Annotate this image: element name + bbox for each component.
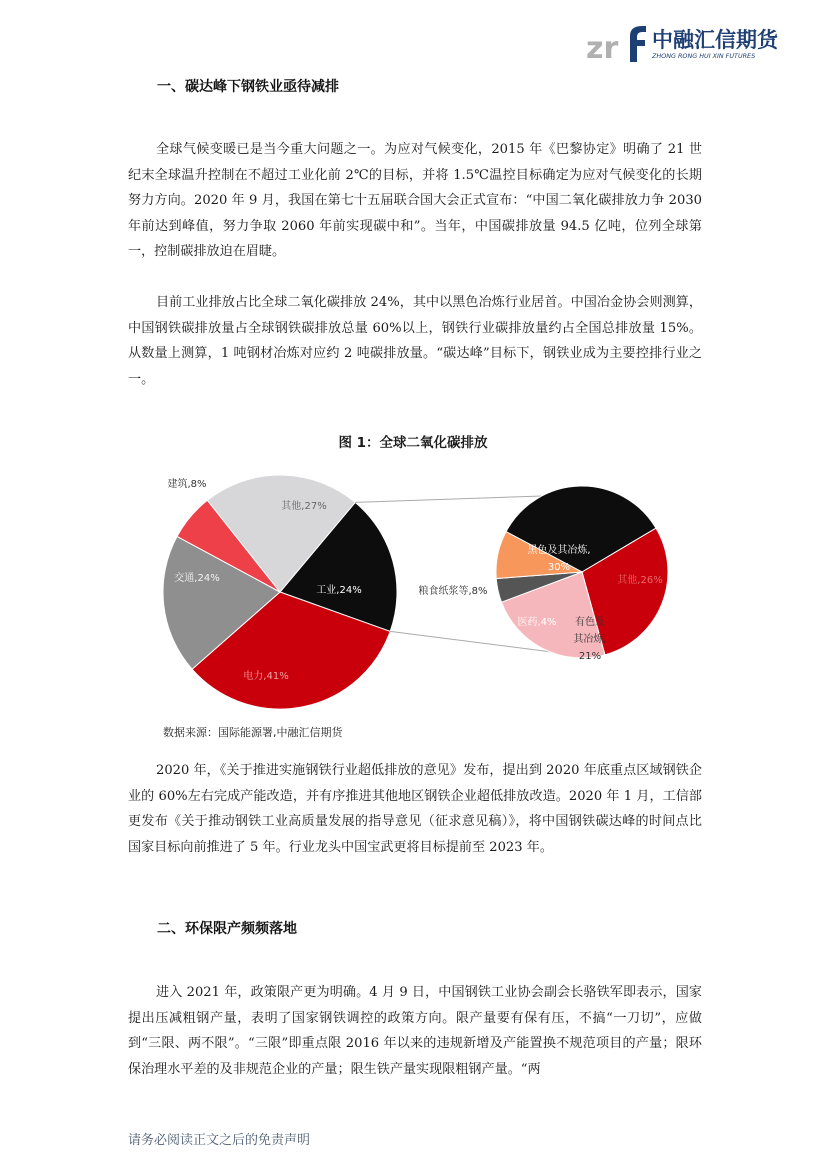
section1-paragraph-1: 全球气候变暖已是当今重大问题之一。为应对气候变化，2015 年《巴黎协定》明确了 21 世纪末全球温升控制在不超过工业化前 2℃的目标，并将 1.5℃温控目标确定为应对气候变化的长期努力方向。2020 年 9 月，我国在第七十五届联合国大会正式宣布：“中国二氧化碳排放力争 2030 年前达到峰值，努力争取 2060 年前实现碳中和”。当年，中国碳排放量 94.5 亿吨，位列全球第一，控制碳排放迫在眉睫。 xyxy=(128,142,702,259)
section1-heading: 一、碳达峰下钢铁业亟待减排 xyxy=(157,79,339,95)
pie-label-nonferrous-line-1: 其冶炼, xyxy=(573,634,607,645)
pie-label-2: 交通,24% xyxy=(174,573,220,584)
section1-paragraph-3: 2020 年，《关于推进实施钢铁行业超低排放的意见》发布，提出到 2020 年底重点区域钢铁企业的 60%左右完成产能改造，并有序推进其他地区钢铁企业超低排放改造。2020 年 1 月，工信部更发布《关于推动钢铁工业高质量发展的指导意见（征求意见稿）》，将中国钢铁碳达峰的时间点比国家目标向前推进了 5 年。行业龙头中国宝武更将目标提前至 2023 年。 xyxy=(128,763,702,855)
pie-label-7: 粮食纸浆等,8% xyxy=(418,586,488,597)
breakdown-pie xyxy=(496,486,668,658)
pie-label-4: 其他,27% xyxy=(281,501,327,512)
figure-source: 数据来源：国际能源署,中融汇信期货 xyxy=(163,726,343,739)
svg-text:zr: zr xyxy=(586,31,619,64)
co2-emission-pie-chart xyxy=(150,460,680,715)
pie-label-nonferrous-line-0: 有色及 xyxy=(575,617,605,628)
logo-chinese-name: 中融汇信期货 xyxy=(652,28,778,52)
company-logo xyxy=(586,22,786,64)
figure-title: 图 1：全球二氧化碳排放 xyxy=(338,435,488,451)
pie-label-ferrous-line-0: 黑色及其冶炼, xyxy=(527,545,591,556)
pie-label-1: 电力,41% xyxy=(243,671,289,682)
section2-heading: 二、环保限产频频落地 xyxy=(157,921,297,937)
zrf-logo-icon xyxy=(586,22,650,64)
pie-label-6: 医药,4% xyxy=(517,617,557,628)
pie-label-0: 工业,24% xyxy=(316,585,362,596)
pie-label-nonferrous-line-2: 21% xyxy=(578,651,602,662)
logo-english-name: ZHONG RONG HUI XIN FUTURES xyxy=(652,52,756,60)
pie-label-ferrous-line-1: 30% xyxy=(547,562,571,573)
connector-line-top xyxy=(355,496,542,502)
disclaimer-footer: 请务必阅读正文之后的免责声明 xyxy=(128,1133,311,1148)
pie-label-5: 其他,26% xyxy=(617,575,663,586)
section2-paragraph-1: 进入 2021 年，政策限产更为明确。4 月 9 日，中国钢铁工业协会副会长骆铁军即表示，国家提出压减粗钢产量，表明了国家钢铁调控的政策方向。限产量要有保有压，不搞“一刀切”，应做到“三限、两不限”。“三限”即重点限 2016 年以来的违规新增及产能置换不规范项目的产量；限环保治理水平差的及非规范企业的产量；限生铁产量实现限粗钢产量。“两 xyxy=(128,985,702,1077)
section1-paragraph-2: 目前工业排放占比全球二氧化碳排放 24%，其中以黑色冶炼行业居首。中国冶金协会则测算，中国钢铁碳排放量占全球钢铁碳排放总量 60%以上，钢铁行业碳排放量约占全国总排放量 15%。从数量上测算，1 吨钢材冶炼对应约 2 吨碳排放量。“碳达峰”目标下，钢铁业成为主要控排行业之一。 xyxy=(128,295,702,387)
pie-label-3: 建筑,8% xyxy=(167,479,207,490)
